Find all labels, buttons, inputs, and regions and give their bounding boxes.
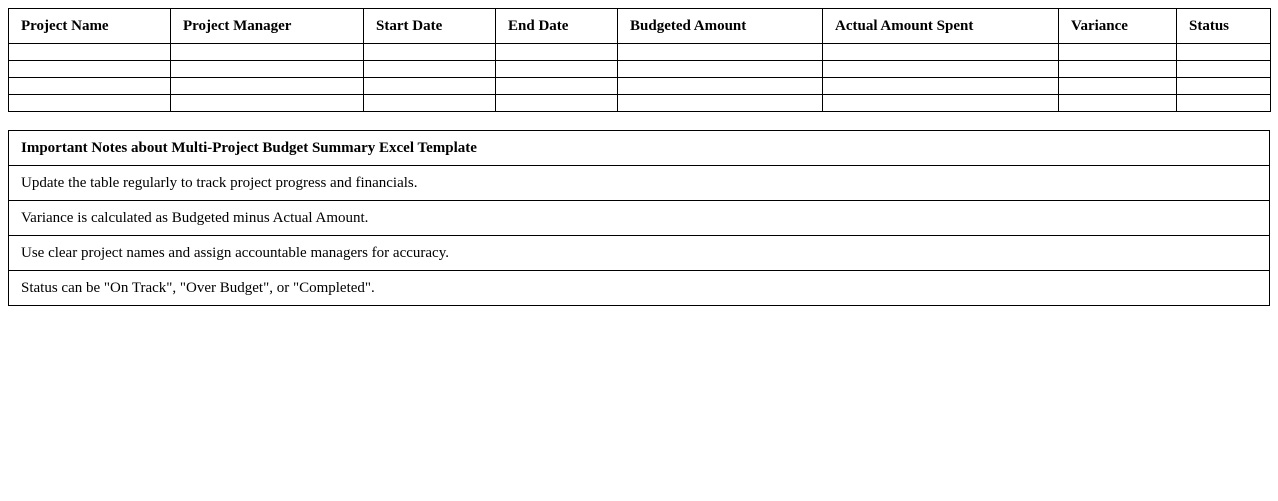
table-cell[interactable]	[1177, 44, 1271, 61]
table-row	[9, 95, 1271, 112]
table-cell[interactable]	[171, 95, 364, 112]
table-cell[interactable]	[496, 61, 618, 78]
table-cell[interactable]	[1177, 61, 1271, 78]
table-cell[interactable]	[9, 78, 171, 95]
table-cell[interactable]	[364, 61, 496, 78]
table-row	[9, 78, 1271, 95]
table-cell[interactable]	[171, 61, 364, 78]
note-item: Use clear project names and assign accountable managers for accuracy.	[9, 236, 1270, 271]
notes-title: Important Notes about Multi-Project Budget Summary Excel Template	[9, 131, 1270, 166]
table-cell[interactable]	[823, 95, 1059, 112]
column-header-project-name: Project Name	[9, 9, 171, 44]
table-cell[interactable]	[9, 61, 171, 78]
table-cell[interactable]	[823, 61, 1059, 78]
note-item: Variance is calculated as Budgeted minus Actual Amount.	[9, 201, 1270, 236]
table-row	[9, 61, 1271, 78]
note-item: Status can be "On Track", "Over Budget", or "Completed".	[9, 271, 1270, 306]
table-cell[interactable]	[9, 95, 171, 112]
table-cell[interactable]	[364, 44, 496, 61]
table-cell[interactable]	[1059, 78, 1177, 95]
column-header-end-date: End Date	[496, 9, 618, 44]
table-cell[interactable]	[1177, 95, 1271, 112]
table-cell[interactable]	[1059, 95, 1177, 112]
table-cell[interactable]	[171, 78, 364, 95]
column-header-project-manager: Project Manager	[171, 9, 364, 44]
note-item: Update the table regularly to track project progress and financials.	[9, 166, 1270, 201]
column-header-start-date: Start Date	[364, 9, 496, 44]
table-cell[interactable]	[618, 44, 823, 61]
table-cell[interactable]	[823, 44, 1059, 61]
column-header-status: Status	[1177, 9, 1271, 44]
notes-table	[8, 130, 1270, 306]
table-cell[interactable]	[618, 61, 823, 78]
notes-header-row	[9, 131, 1270, 166]
table-cell[interactable]	[171, 44, 364, 61]
table-cell[interactable]	[496, 44, 618, 61]
note-row	[9, 271, 1270, 306]
column-header-actual-amount-spent: Actual Amount Spent	[823, 9, 1059, 44]
table-cell[interactable]	[9, 44, 171, 61]
table-cell[interactable]	[823, 78, 1059, 95]
table-row	[9, 44, 1271, 61]
budget-summary-table	[8, 8, 1271, 112]
note-row	[9, 201, 1270, 236]
table-header-row	[9, 9, 1271, 44]
table-cell[interactable]	[496, 78, 618, 95]
table-cell[interactable]	[1177, 78, 1271, 95]
column-header-variance: Variance	[1059, 9, 1177, 44]
note-row	[9, 236, 1270, 271]
table-cell[interactable]	[364, 95, 496, 112]
table-cell[interactable]	[496, 95, 618, 112]
table-cell[interactable]	[364, 78, 496, 95]
column-header-budgeted-amount: Budgeted Amount	[618, 9, 823, 44]
table-cell[interactable]	[618, 78, 823, 95]
table-cell[interactable]	[1059, 61, 1177, 78]
table-cell[interactable]	[1059, 44, 1177, 61]
note-row	[9, 166, 1270, 201]
table-cell[interactable]	[618, 95, 823, 112]
